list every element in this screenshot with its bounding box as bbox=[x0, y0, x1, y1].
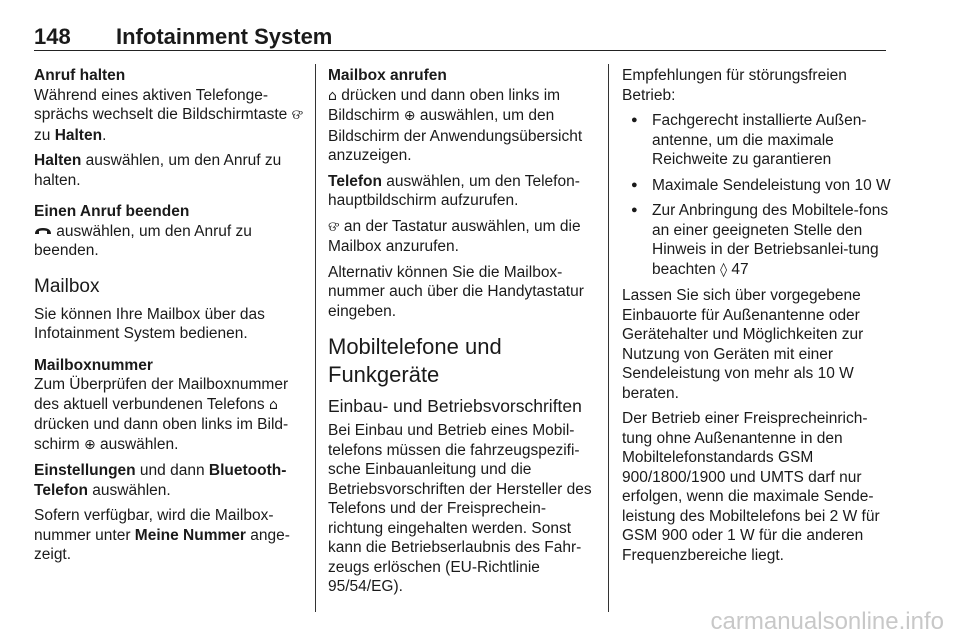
paragraph bbox=[34, 506, 304, 565]
heading-anruf-halten: Anruf halten bbox=[34, 67, 126, 84]
heading-mailbox: Mailbox bbox=[34, 275, 100, 297]
reference-icon: ◊ bbox=[720, 261, 728, 278]
section-title: Mobiltelefone und Funkgeräte bbox=[328, 334, 502, 387]
bold-term: Telefon bbox=[328, 172, 382, 190]
bold-term: Halten bbox=[54, 126, 103, 144]
column-3 bbox=[622, 66, 892, 571]
paragraph: Der Betrieb einer Freisprecheinrich-tung ohne Außenantenne in den Mobiltelefonstandards GSM 900/1800/1900 und UMTS darf nur erfolgen, wenn die maximale Sende-leistung des Mobiltelefons bei 2 W für GSM 900 oder 1 W für die anderen Frequenzbereiche liegt. bbox=[622, 410, 880, 564]
text: Zum Überprüfen der Mailboxnummer des aktuell verbundenen Telefons bbox=[34, 376, 289, 413]
text: und dann bbox=[135, 462, 209, 479]
paragraph bbox=[34, 461, 304, 500]
paragraph bbox=[34, 151, 304, 190]
text: Zur Anbringung des Mobiltele-fons an einer geeigneten Stelle den Hinweis in der Betriebsanlei-tung beachten bbox=[652, 202, 889, 278]
text: zu bbox=[34, 126, 55, 144]
bold-term: Halten bbox=[34, 152, 82, 169]
paragraph: Lassen Sie sich über vorgegebene Einbauorte für Außenantenne oder Gerätehalter und Möglichkeiten zur Nutzung von Geräten mit einer Sendeleistung von mehr als 10 W beraten. bbox=[622, 287, 864, 402]
recommendation-list bbox=[622, 111, 892, 280]
text: auswählen, um den Telefon-hauptbildschirm aufzurufen. bbox=[328, 172, 580, 209]
text: . bbox=[102, 126, 107, 144]
paragraph bbox=[34, 222, 304, 261]
sub-title: Einbau- und Betriebsvorschriften bbox=[328, 396, 582, 416]
bold-term: Einstellungen bbox=[34, 462, 136, 479]
heading-mailboxnummer: Mailboxnummer bbox=[34, 356, 153, 374]
text: Während eines aktiven Telefonge-sprächs wechselt die Bildschirmtaste bbox=[34, 86, 292, 123]
column-2 bbox=[328, 66, 596, 603]
heading-mailbox-anrufen: Mailbox anrufen bbox=[328, 67, 447, 84]
voicemail-icon: ଙ bbox=[291, 107, 304, 123]
page-header bbox=[34, 22, 886, 51]
home-icon: ⌂ bbox=[328, 87, 337, 104]
column-1 bbox=[34, 66, 304, 571]
bold-term: Bluetooth-Telefon bbox=[34, 462, 287, 499]
text: auswählen. bbox=[95, 435, 179, 453]
text: auswählen. bbox=[87, 481, 171, 499]
list-item: ● Fachgerecht installierte Außen-antenne, um die maximale Reichweite zu garantieren bbox=[622, 111, 892, 170]
paragraph bbox=[328, 217, 596, 257]
list-item: ● Maximale Sendeleistung von 10 W bbox=[622, 176, 892, 196]
paragraph bbox=[328, 86, 596, 166]
paragraph: Sie können Ihre Mailbox über das Infotainment System bedienen. bbox=[34, 305, 265, 342]
paragraph: Bei Einbau und Betrieb eines Mobil-telefons müssen die fahrzeugspezifi-sche Einbauanleitung und die Betriebsvorschriften der Hersteller des Telefons und der Freisprechein-richtung eingehalten werden. Sonst kann die Betriebserlaubnis des Fahr-zeugs erlöschen (EU-Richtlinie 95/54/EG). bbox=[328, 422, 592, 595]
watermark: carmanualsonline.info bbox=[710, 608, 944, 635]
page-reference-link[interactable]: 47 bbox=[731, 260, 749, 278]
menu-icon: ⊕ bbox=[83, 436, 96, 453]
text: auswählen, um den Anruf zu halten. bbox=[34, 152, 282, 189]
text: drücken und dann oben links im Bildschirm bbox=[328, 86, 561, 124]
home-icon: ⌂ bbox=[268, 396, 278, 413]
text: ange-zeigt. bbox=[34, 526, 290, 563]
text: an der Tastatur auswählen, um die Mailbox anzurufen. bbox=[328, 217, 581, 255]
text: auswählen, um den Bildschirm der Anwendungsübersicht anzuzeigen. bbox=[328, 107, 583, 164]
text: Sofern verfügbar, wird die Mailbox-nummer unter bbox=[34, 507, 274, 544]
paragraph bbox=[328, 172, 596, 211]
column-divider bbox=[608, 64, 609, 612]
paragraph: Empfehlungen für störungsfreien Betrieb: bbox=[622, 67, 847, 104]
list-item bbox=[622, 201, 892, 280]
heading-anruf-beenden: Einen Anruf beenden bbox=[34, 203, 190, 220]
paragraph bbox=[34, 86, 304, 146]
menu-icon: ⊕ bbox=[403, 108, 416, 124]
hang-up-icon bbox=[34, 226, 52, 236]
paragraph: Alternativ können Sie die Mailbox-nummer auch über die Handytastatur eingeben. bbox=[328, 263, 584, 320]
voicemail-icon: ଙ bbox=[328, 218, 340, 235]
page-number: 148 bbox=[34, 24, 71, 49]
text: drücken und dann oben links im Bild-schirm bbox=[34, 416, 289, 453]
text: auswählen, um den Anruf zu beenden. bbox=[34, 222, 252, 259]
page-title: Infotainment System bbox=[116, 24, 333, 49]
column-divider bbox=[315, 64, 316, 612]
paragraph bbox=[34, 375, 304, 455]
bold-term: Meine Nummer bbox=[134, 526, 246, 544]
